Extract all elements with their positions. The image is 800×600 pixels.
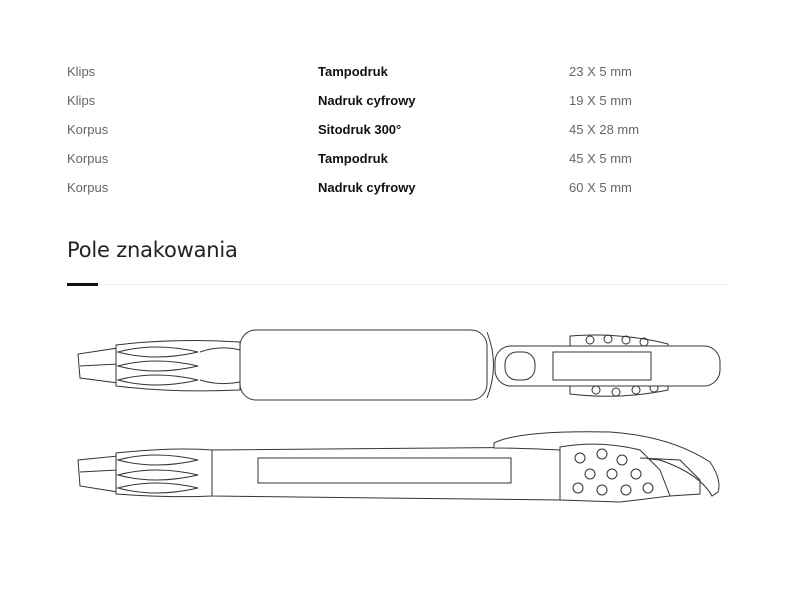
size-cell: 45 X 5 mm	[569, 151, 632, 166]
branding-spec-table	[67, 62, 707, 207]
table-row	[67, 91, 707, 120]
size-cell: 23 X 5 mm	[569, 64, 632, 79]
table-row	[67, 178, 707, 207]
title-underline	[67, 283, 98, 286]
part-cell: Korpus	[67, 180, 109, 195]
pen-side-view-icon	[78, 432, 719, 502]
size-cell: 45 X 28 mm	[569, 122, 640, 137]
method-cell: Nadruk cyfrowy	[318, 93, 416, 108]
part-cell: Korpus	[67, 151, 109, 166]
part-cell: Korpus	[67, 122, 109, 137]
barrel-print-area	[240, 330, 487, 400]
size-cell: 19 X 5 mm	[569, 93, 632, 108]
pen-branding-drawing	[0, 300, 800, 510]
size-cell: 60 X 5 mm	[569, 180, 632, 195]
method-cell: Tampodruk	[318, 64, 388, 79]
table-row	[67, 62, 707, 91]
table-row	[67, 120, 707, 149]
section-title: Pole znakowania	[67, 238, 238, 262]
divider	[98, 284, 730, 285]
method-cell: Nadruk cyfrowy	[318, 180, 416, 195]
method-cell: Sitodruk 300°	[318, 122, 402, 137]
part-cell: Klips	[67, 64, 96, 79]
part-cell: Klips	[67, 93, 96, 108]
method-cell: Tampodruk	[318, 151, 388, 166]
pen-top-view-icon	[78, 330, 720, 400]
table-row	[67, 149, 707, 178]
